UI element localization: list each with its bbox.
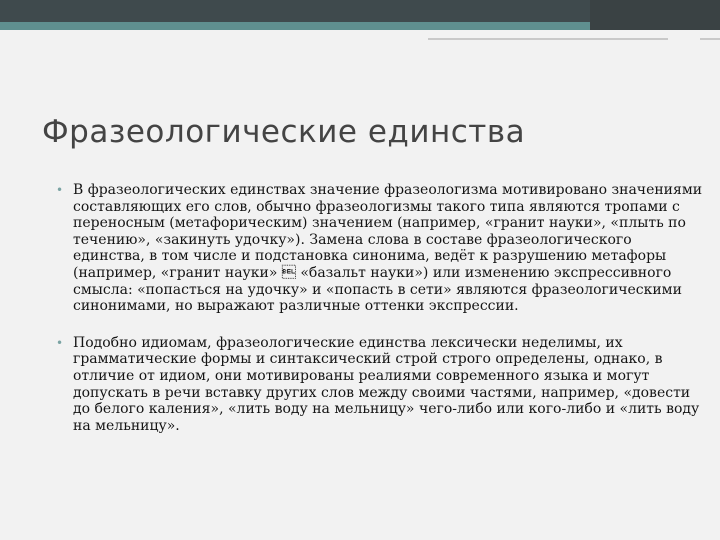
top-banner <box>0 0 720 26</box>
slide-body <box>56 182 706 434</box>
bullet-icon: • <box>56 183 64 197</box>
bullet-item-2 <box>56 335 706 435</box>
bullet-text: Подобно идиомам, фразеологические единства лексически неделимы, их грамматические формы и синтаксический строй строго определены, однако, в отличие от идиом, они мотивированы реалиями современного языка и могут допускать в речи вставку других слов между своими частями, например, «довести до белого каления», «лить воду на мельницу» чего-либо или кого-либо и «лить воду на мельницу». <box>73 334 700 434</box>
bullet-item-1 <box>56 182 706 315</box>
slide-title: Фразеологические единства <box>42 114 526 150</box>
top-right-block <box>590 0 720 30</box>
bullet-icon: • <box>56 335 64 350</box>
bullet-text: В фразеологических единствах значение фразеологизма мотивировано значениями составляющих его слов, обычно фразеологизмы такого типа являются тропами с переносным (метафорическим) значением (например, «гранит науки», «плыть по течению», «закинуть удочку»). Замена слова в составе фразеологического единства, в том числе и подстановка синонима, ведёт к разрушению метафоры (например, «гранит науки»  «базальт науки») или изменению экспрессивного смысла: «попасться на удочку» и «попасть в сети» являются фразеологическими синонимами, но выражают различные оттенки экспрессии. <box>73 182 703 315</box>
decorative-line-right <box>700 38 720 40</box>
decorative-line <box>428 38 668 40</box>
